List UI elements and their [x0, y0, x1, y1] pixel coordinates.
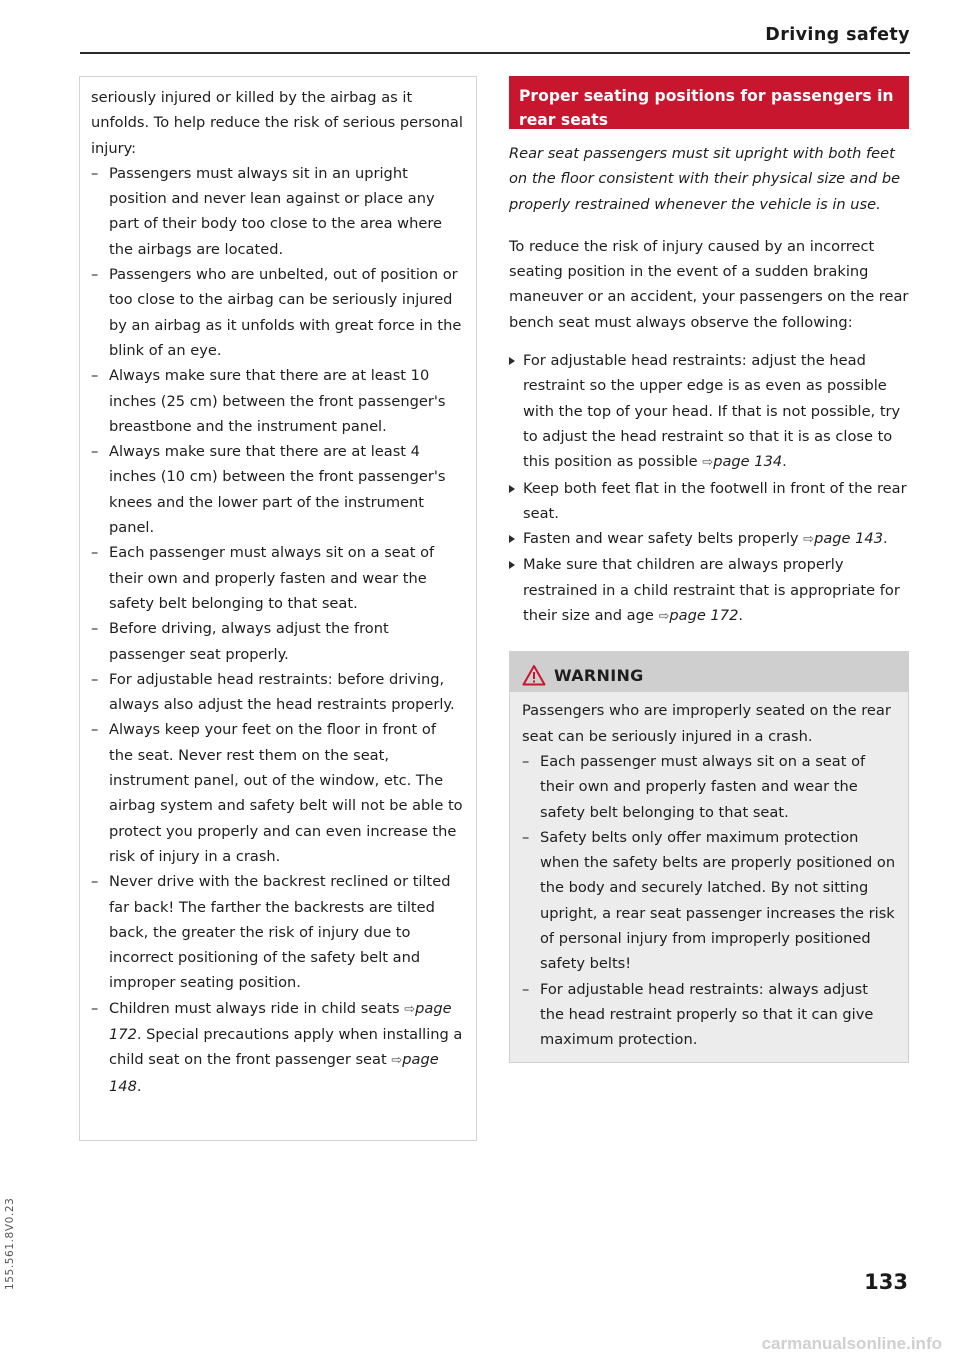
list-item: – Safety belts only offer maximum protection when the safety belts are properly positioned on the body and securely latched. By not sitting upright, a rear seat passenger increases the risk of personal injury from improperly positioned safety belts! — [522, 825, 896, 977]
margin-document-code: 155.561.8V0.23 — [4, 1197, 16, 1290]
warning-list — [522, 749, 896, 1053]
list-item: – Each passenger must always sit on a seat of their own and properly fasten and wear the safety belt belonging to that seat. — [522, 749, 896, 825]
watermark: carmanualsonline.info — [761, 1334, 942, 1353]
step-item: Fasten and wear safety belts properly ⇨page 143. — [509, 526, 909, 552]
list-item: – Before driving, always adjust the front passenger seat properly. — [91, 616, 464, 667]
page-ref-arrow-icon: ⇨ — [803, 532, 815, 548]
section-heading: Proper seating positions for passengers in rear seats — [509, 76, 909, 129]
page-reference-link[interactable]: page 172 — [109, 999, 452, 1043]
page-number: 133 — [864, 1270, 908, 1294]
warning-body — [510, 692, 908, 1052]
warning-title: WARNING — [554, 665, 644, 685]
warning-box — [509, 651, 909, 1063]
page-reference-link[interactable]: page 143 — [814, 530, 884, 548]
warning-header — [510, 652, 908, 692]
page-reference-link[interactable]: page 172 — [669, 607, 739, 625]
list-item: – For adjustable head restraints: before driving, always also adjust the head restraints properly. — [91, 667, 464, 718]
page-ref-arrow-icon: ⇨ — [702, 455, 714, 471]
list-item: – Children must always ride in child seats ⇨page 172. Special precautions apply when installing a child seat on the front passenger seat ⇨page 148. — [91, 996, 464, 1099]
step-bullet-icon — [509, 357, 515, 365]
right-column — [509, 76, 909, 1063]
header-rule — [80, 52, 910, 54]
step-bullet-icon — [509, 485, 515, 493]
list-item: – Passengers who are unbelted, out of position or too close to the airbag can be seriously injured by an airbag as it unfolds with great force in the blink of an eye. — [91, 262, 464, 363]
list-item: – Never drive with the backrest reclined or tilted far back! The farther the backrests are tilted back, the greater the risk of injury due to incorrect positioning of the safety belt and improper seating position. — [91, 869, 464, 995]
left-box-list — [91, 161, 464, 1099]
list-item: – Always keep your feet on the floor in front of the seat. Never rest them on the seat, instrument panel, out of the window, etc. The airbag system and safety belt will not be able to protect you properly and can even increase the risk of injury in a crash. — [91, 717, 464, 869]
list-item: – Always make sure that there are at least 10 inches (25 cm) between the front passenger's breastbone and the instrument panel. — [91, 363, 464, 439]
step-bullet-icon — [509, 535, 515, 543]
page-ref-arrow-icon: ⇨ — [658, 609, 670, 625]
warning-triangle-icon — [522, 664, 546, 686]
body-paragraph: To reduce the risk of injury caused by an incorrect seating position in the event of a sudden braking maneuver or an accident, your passengers on the rear bench seat must always observe the following: — [509, 237, 909, 331]
page-ref-arrow-icon: ⇨ — [404, 1001, 416, 1017]
left-box-intro: seriously injured or killed by the airbag as it unfolds. To help reduce the risk of serious personal injury: — [91, 89, 463, 157]
list-item: – Passengers must always sit in an upright position and never lean against or place any part of their body too close to the area where the airbags are located. — [91, 161, 464, 262]
step-item: For adjustable head restraints: adjust the head restraint so the upper edge is as even as possible with the top of your head. If that is not possible, try to adjust the head restraint so that it is as close to this position as possible ⇨page 134. — [509, 348, 909, 475]
list-item: – Always make sure that there are at least 4 inches (10 cm) between the front passenger's knees and the lower part of the instrument panel. — [91, 439, 464, 540]
page-reference-link[interactable]: page 134 — [713, 453, 783, 471]
step-item: Make sure that children are always properly restrained in a child restraint that is appropriate for their size and age ⇨page 172. — [509, 552, 909, 629]
step-bullet-icon — [509, 561, 515, 569]
page-reference-link[interactable]: page 148 — [109, 1051, 439, 1095]
intro-italic: Rear seat passengers must sit upright with both feet on the floor consistent with their physical size and be properly restrained whenever the vehicle is in use. — [509, 145, 901, 213]
step-item: Keep both feet flat in the footwell in front of the rear seat. — [509, 476, 909, 527]
warning-intro: Passengers who are improperly seated on the rear seat can be seriously injured in a crash. — [522, 702, 891, 745]
left-warning-continuation-box — [79, 76, 477, 1141]
step-list — [509, 348, 909, 629]
list-item: – Each passenger must always sit on a seat of their own and properly fasten and wear the safety belt belonging to that seat. — [91, 540, 464, 616]
page-ref-arrow-icon: ⇨ — [391, 1053, 403, 1069]
section-title: Driving safety — [765, 25, 910, 45]
list-item: – For adjustable head restraints: always adjust the head restraint properly so that it can give maximum protection. — [522, 977, 896, 1053]
